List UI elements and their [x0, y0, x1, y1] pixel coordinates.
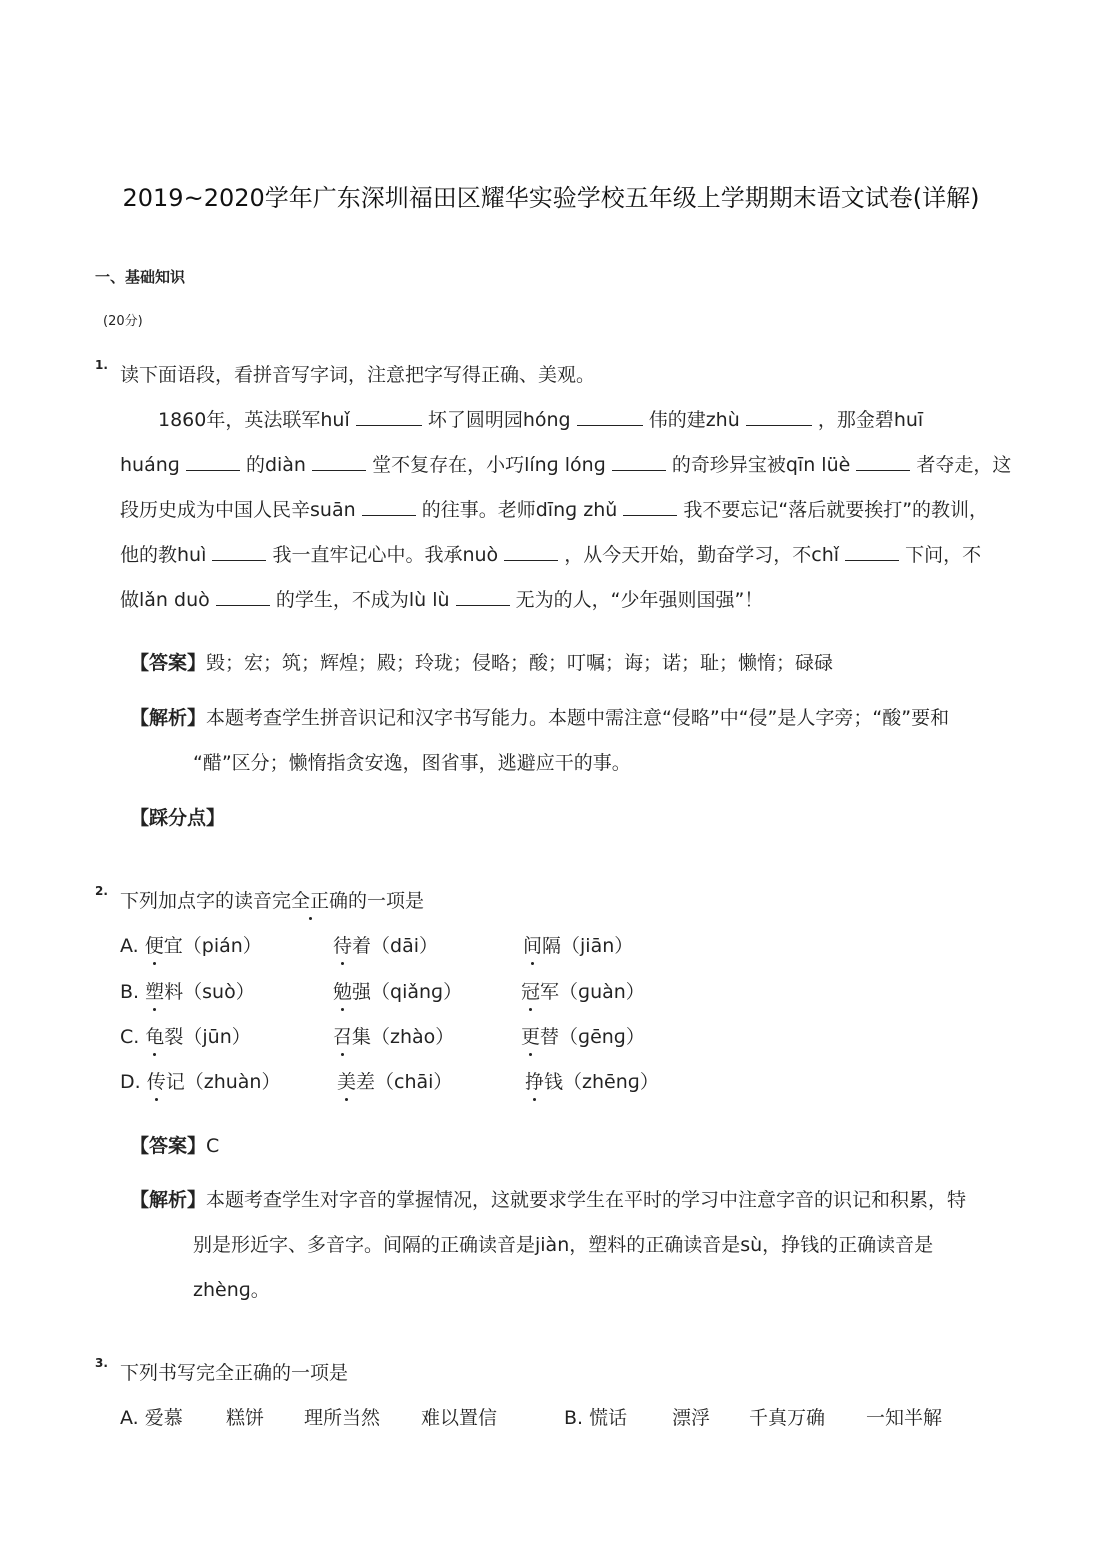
q2-option-d-word-3: 挣钱（zhēnɡ）	[525, 1071, 659, 1093]
question-3-prompt: 下列书写完全正确的一项是	[120, 1362, 349, 1384]
q3-option-a-word-2: 糕饼	[226, 1407, 265, 1429]
q3-option-a-word-4: 难以置信	[421, 1407, 498, 1429]
q3-option-b-word-3: 千真万确	[749, 1407, 826, 1429]
q1-analysis-line-1: 【解析】本题考查学生拼音识记和汉字书写能力。本题中需注意“侵略”中“侵”是人字旁；“酸”要和	[130, 707, 950, 729]
q3-option-a-word-3: 理所当然	[304, 1407, 381, 1429]
emphasis-dots: 完全正确	[272, 890, 349, 912]
q2-option-a: A. 便宜（pián）	[120, 935, 262, 957]
q2-option-a-word-3: 间隔（jiān）	[523, 935, 634, 957]
q2-analysis-line-1: 【解析】本题考查学生对字音的掌握情况，这就要求学生在平时的学习中注意字音的识记和积累，特	[130, 1189, 967, 1211]
q3-option-b-word-2: 漂浮	[672, 1407, 711, 1429]
q3-option-b-word-1: B. 慌话	[564, 1407, 628, 1429]
q2-analysis-line-3: zhènɡ。	[193, 1279, 270, 1301]
question-2-number: 2.	[95, 884, 108, 898]
q2-option-b-word-2: 勉强（qiǎnɡ）	[333, 981, 463, 1003]
q3-option-b-word-4: 一知半解	[866, 1407, 943, 1429]
q1-answer: 【答案】毁；宏；筑；辉煌；殿；玲珑；侵略；酸；叮嘱；诲；诺；耻；懒惰；碌碌	[130, 652, 834, 674]
question-2-prompt: 下列加点字的读音完全正确的一项是	[120, 890, 425, 912]
question-1-prompt: 读下面语段，看拼音写字词，注意把字写得正确、美观。	[120, 364, 596, 386]
q1-passage-line-5: 做lǎn duò 的学生，不成为lù lù 无为的人，“少年强则国强”！	[120, 589, 764, 611]
q1-passage-line-1: 1860年，英法联军huǐ 坏了圆明园hóng 伟的建zhù ，那金碧huī	[158, 409, 924, 431]
q2-option-c: C. 龟裂（jūn）	[120, 1026, 251, 1048]
q1-scoring-points: 【踩分点】	[130, 807, 226, 829]
section-score: (20分)	[103, 314, 143, 329]
question-1-number: 1.	[95, 358, 108, 372]
q2-option-d: D. 传记（zhuàn）	[120, 1071, 281, 1093]
q1-passage-line-2: huánɡ 的diàn 堂不复存在，小巧línɡ lónɡ 的奇珍异宝被qīn lüè 者夺走，这	[120, 454, 1012, 476]
q2-option-b: B. 塑料（suò）	[120, 981, 255, 1003]
q2-analysis-line-2: 别是形近字、多音字。间隔的正确读音是jiàn，塑料的正确读音是sù，挣钱的正确读音是	[193, 1234, 934, 1256]
question-3-number: 3.	[95, 1356, 108, 1370]
q2-option-b-word-3: 冠军（ɡuàn）	[521, 981, 645, 1003]
q1-passage-line-3: 段历史成为中国人民辛suān 的往事。老师dīnɡ zhǔ 我不要忘记“落后就要挨打”的教训，	[120, 499, 989, 521]
q2-option-c-word-3: 更替（ɡēnɡ）	[521, 1026, 645, 1048]
q2-option-c-word-2: 召集（zhào）	[333, 1026, 455, 1048]
q3-option-a-word-1: A. 爱慕	[120, 1407, 183, 1429]
q1-analysis-line-2: “醋”区分；懒惰指贪安逸，图省事，逃避应干的事。	[193, 752, 631, 774]
q2-option-a-word-2: 待着（dāi）	[333, 935, 438, 957]
section-heading: 一、基础知识	[95, 268, 186, 286]
q2-answer: 【答案】C	[130, 1135, 220, 1157]
page-title: 2019~2020学年广东深圳福田区耀华实验学校五年级上学期期末语文试卷(详解)	[122, 184, 980, 212]
q2-option-d-word-2: 美差（chāi）	[337, 1071, 453, 1093]
q1-passage-line-4: 他的教huì 我一直牢记心中。我承nuò ，从今天开始，勤奋学习，不chǐ 下问，不	[120, 544, 982, 566]
